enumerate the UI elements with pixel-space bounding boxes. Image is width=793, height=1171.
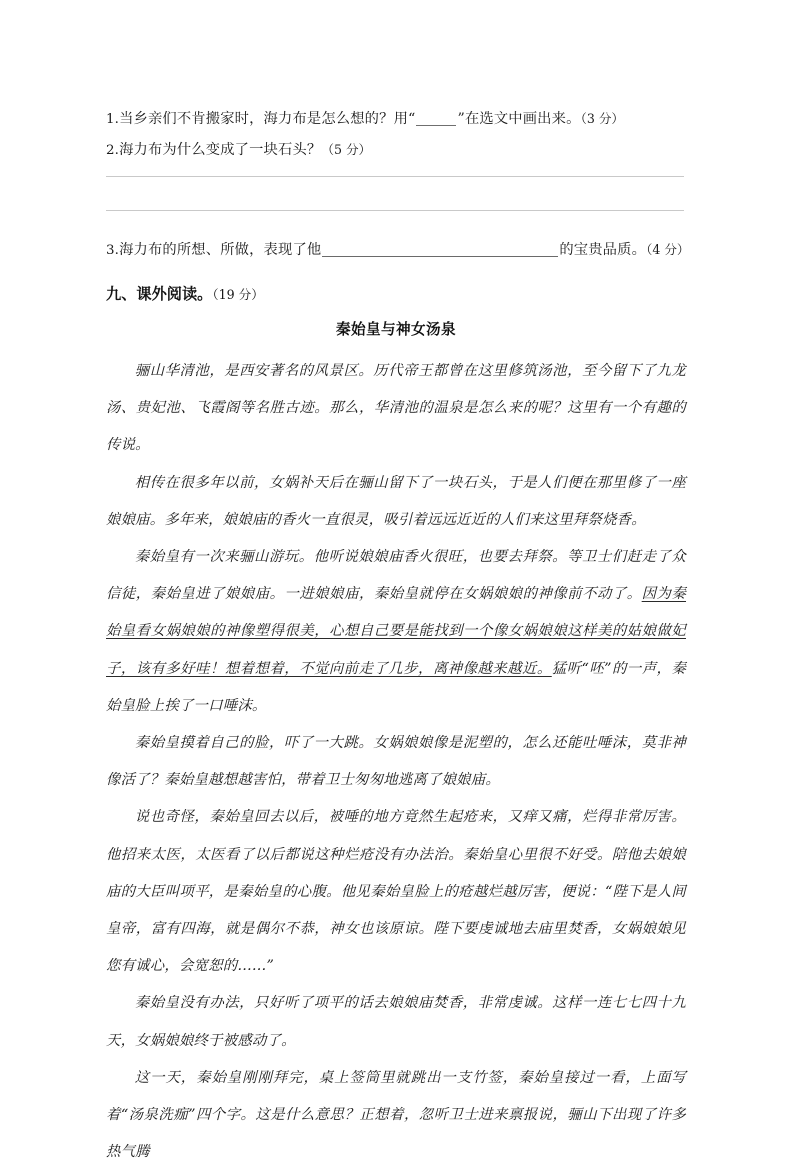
question-list: [106, 104, 686, 166]
passage-paragraph: [106, 465, 686, 539]
inline-blank[interactable]: [416, 125, 456, 126]
question-points: （5 分）: [321, 142, 372, 157]
underlined-passage: 因为秦始皇看女娲娘娘的神像塑得很美，心想自己要是能找到一个像女娲娘娘这样美的姑娘做妃子，该有多好哇！想着想着，不觉向前走了几步，离神像越来越近。: [106, 586, 687, 677]
question-points: （4 分）: [646, 242, 690, 257]
passage-paragraph: [106, 539, 686, 725]
passage-title: 秦始皇与神女汤泉: [336, 321, 456, 338]
passage-text: 这一天，秦始皇刚刚拜完，桌上签筒里就跳出一支竹签，秦始皇接过一看，上面写着“汤泉洗痂”四个字。这是什么意思？正想着，忽听卫士进来禀报说，骊山下出现了许多热气腾: [106, 1069, 686, 1161]
question-item-3: [106, 235, 690, 266]
section-label: 九、课外阅读。: [106, 285, 213, 303]
question-number: 2.: [106, 143, 120, 158]
question-number: 3.: [106, 243, 120, 258]
answer-line[interactable]: [106, 176, 684, 177]
page-content: [106, 104, 690, 1171]
passage-text: 骊山华清池，是西安著名的风景区。历代帝王都曾在这里修筑汤池，至今留下了九龙汤、贵妃池、飞霞阁等名胜古迹。那么，华清池的温泉是怎么来的呢？这里有一个有趣的传说。: [106, 363, 686, 454]
passage-text: 秦始皇摸着自己的脸，吓了一大跳。女娲娘娘像是泥塑的，怎么还能吐唾沫，莫非神像活了？秦始皇越想越害怕，带着卫士匆匆地逃离了娘娘庙。: [106, 735, 686, 789]
passage-text: 说也奇怪，秦始皇回去以后，被唾的地方竟然生起疮来，又痒又痛，烂得非常厉害。他招来太医，太医看了以后都说这种烂疮没有办法治。秦始皇心里很不好受。陪他去娘娘庙的大臣叫项平，是秦始皇的心腹。他见秦始皇脸上的疮越烂越厉害，便说：“陛下是人间皇帝，富有四海，就是偶尔不恭，神女也该原谅。陛下要虔诚地去庙里焚香，女娲娘娘见您有诚心，会宽恕的……”: [106, 809, 686, 975]
question-text: 当乡亲们不肯搬家时，海力布是怎么想的？用“: [119, 111, 416, 127]
question-number: 1.: [106, 112, 120, 127]
section-heading: [106, 280, 686, 309]
passage-paragraph: [106, 985, 686, 1059]
passage-paragraph: [106, 799, 686, 985]
question-text-after: ”在选文中画出来。: [457, 111, 581, 127]
section-points: （19 分）: [212, 287, 264, 302]
passage-text: 猛听“呸”的一声，秦始皇脸上挨了一口唾沫。: [106, 660, 686, 714]
passage-text: 秦始皇有一次来骊山游玩。他听说娘娘庙香火很旺，也要去拜祭。等卫士们赶走了众信徒，秦始皇进了娘娘庙。一进娘娘庙，秦始皇就停在女娲娘娘的神像前不动了。: [106, 549, 686, 603]
answer-lines: [106, 176, 686, 211]
answer-line[interactable]: [106, 210, 684, 211]
question-text-after: 的宝贵品质。: [559, 242, 647, 258]
question-item-2: [106, 135, 686, 166]
passage-paragraph: [106, 1060, 686, 1171]
question-item-1: [106, 104, 686, 135]
question-text: 海力布的所想、所做，表现了他: [119, 242, 322, 258]
question-points: （3 分）: [580, 111, 625, 126]
passage-text: 秦始皇没有办法，只好听了项平的话去娘娘庙焚香，非常虔诚。这样一连七七四十九天，女娲娘娘终于被感动了。: [106, 995, 686, 1049]
passage-paragraph: [106, 353, 686, 465]
passage-body: [106, 353, 686, 1171]
passage-paragraph: [106, 725, 686, 799]
passage-text: 相传在很多年以前，女娲补天后在骊山留下了一块石头，于是人们便在那里修了一座娘娘庙。多年来，娘娘庙的香火一直很灵，吸引着远远近近的人们来这里拜祭烧香。: [106, 474, 686, 528]
question-text: 海力布为什么变成了一块石头？: [119, 142, 322, 158]
fill-in-blank[interactable]: [322, 256, 558, 257]
